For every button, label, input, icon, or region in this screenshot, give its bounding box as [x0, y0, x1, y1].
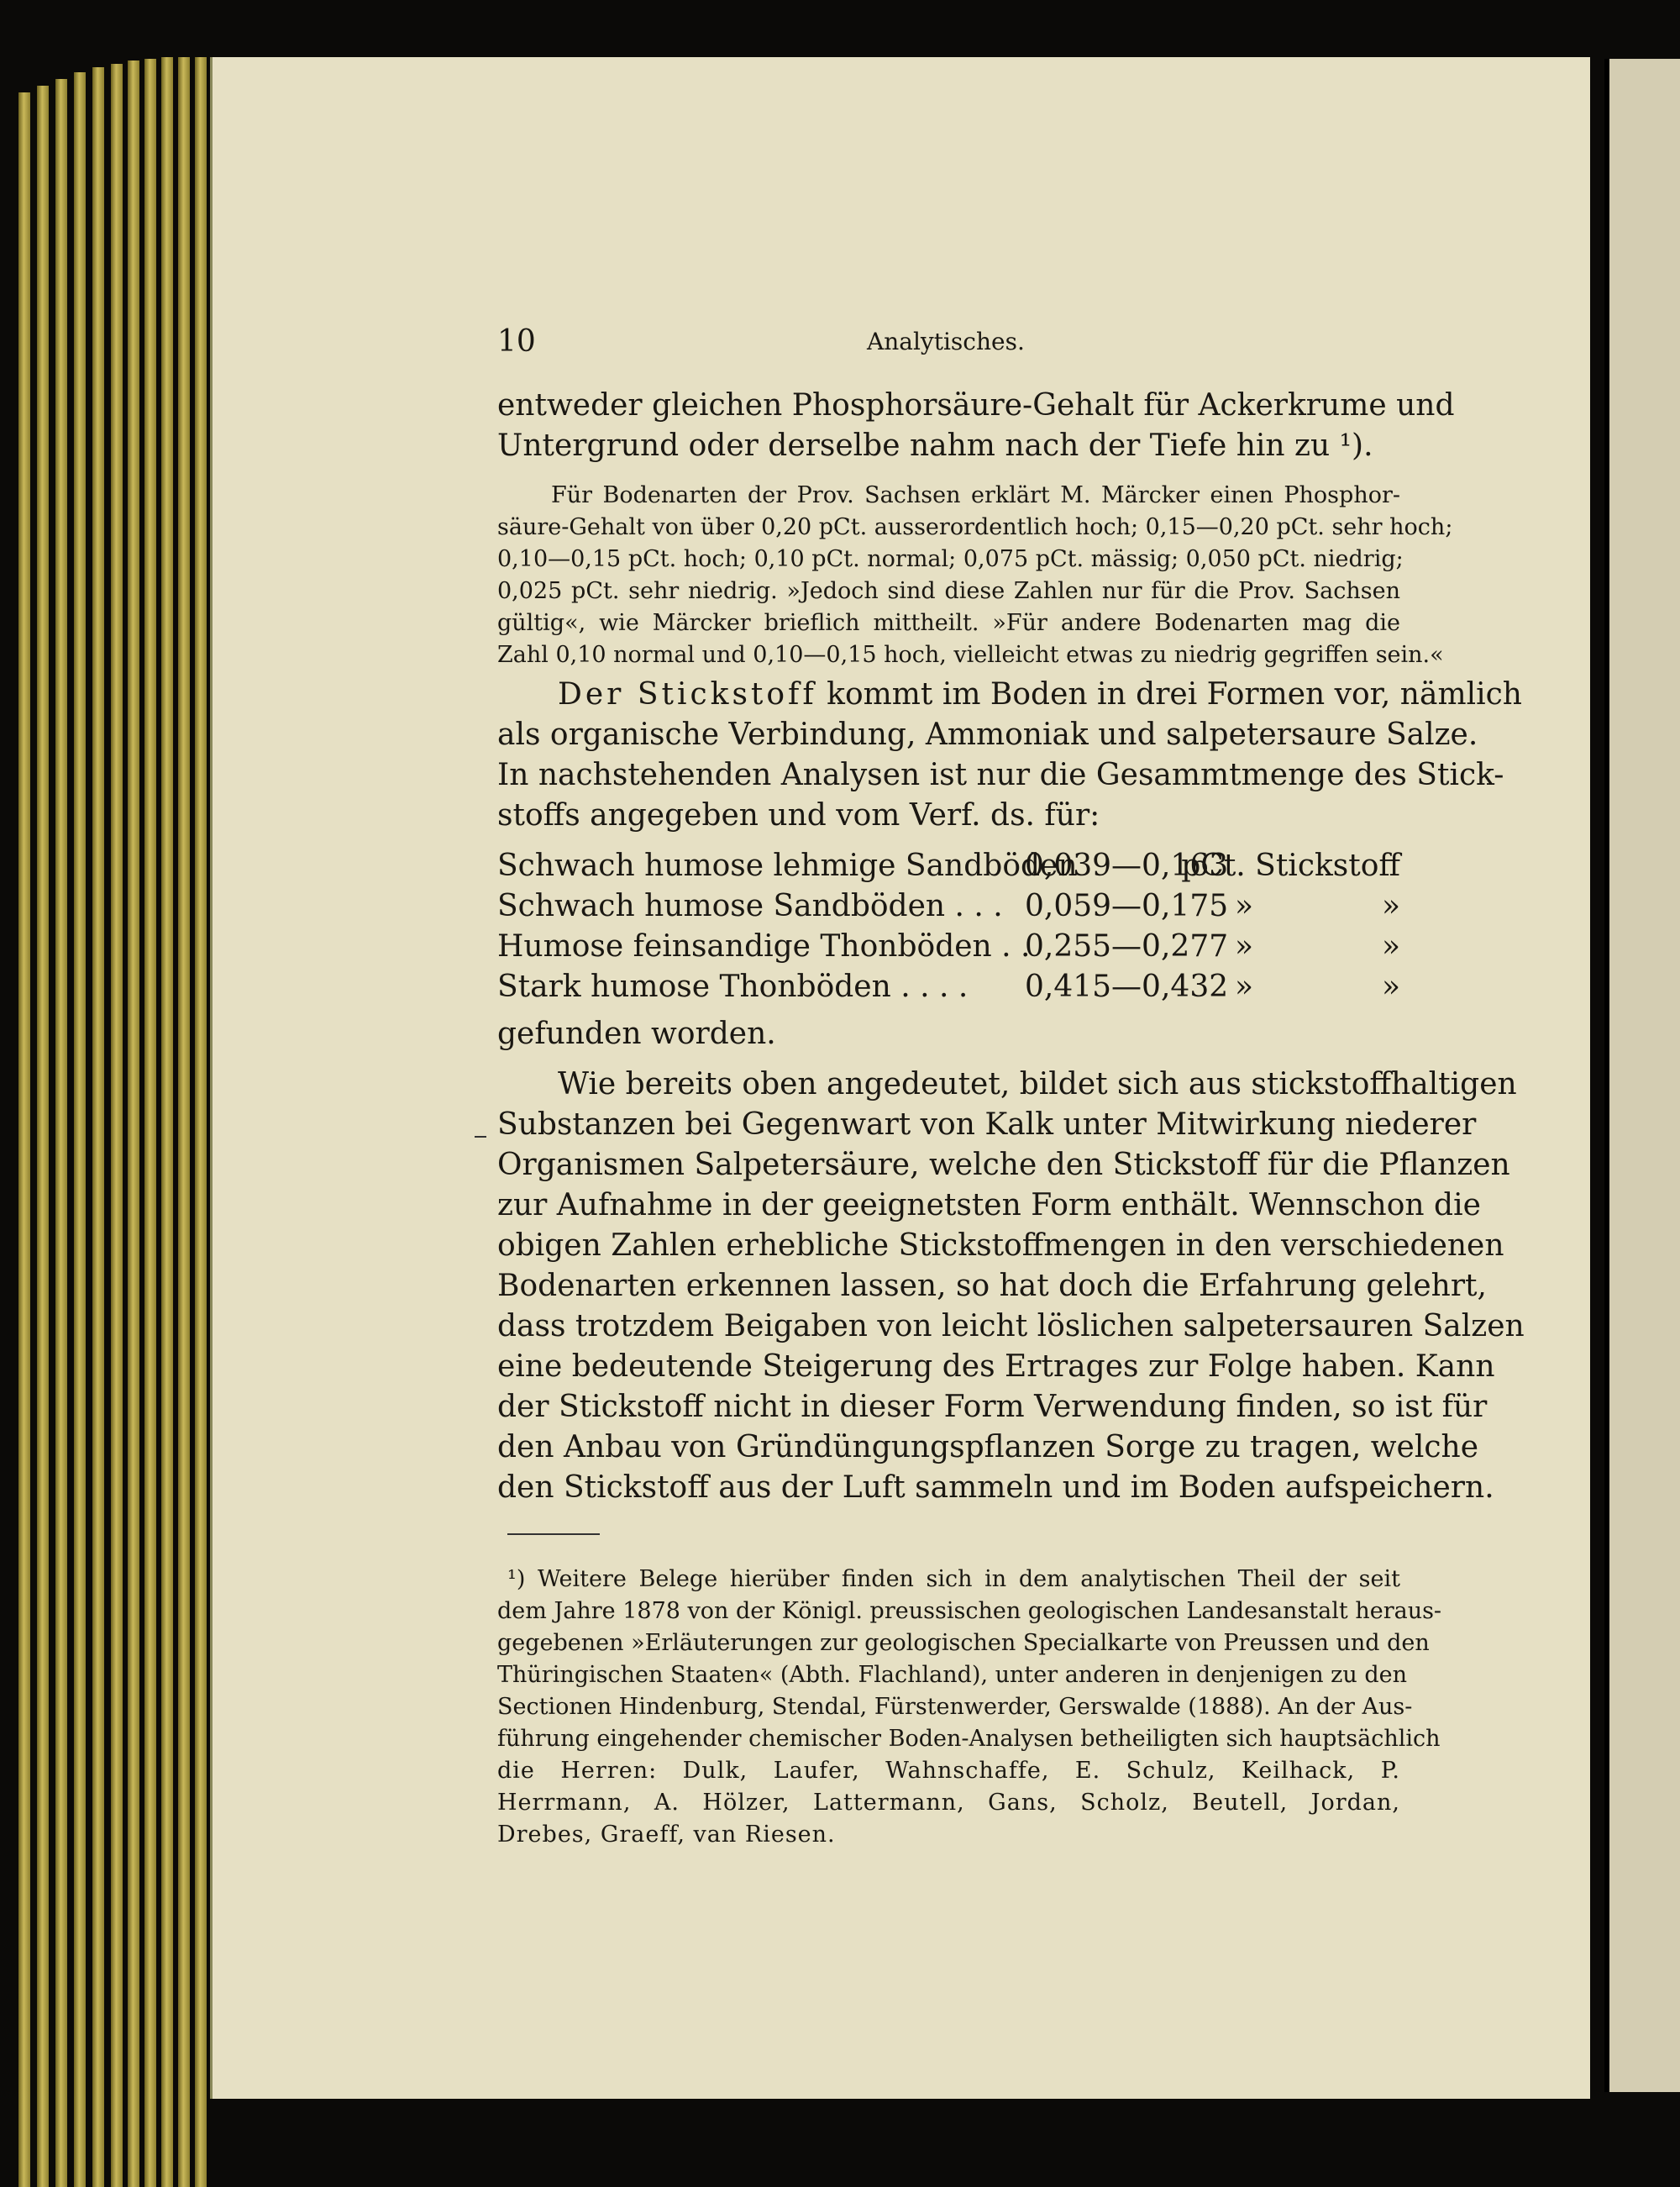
page-leaf	[195, 57, 207, 2187]
body-line: obigen Zahlen erhebliche Stickstoffmengen in den verschiedenen	[497, 1228, 1504, 1263]
ditto-mark: »	[1381, 889, 1400, 923]
body-line: In nachstehenden Analysen ist nur die Gesammtmenge des Stick-	[497, 758, 1504, 792]
nitrogen-range: 0,059—0,175	[1025, 889, 1229, 923]
page-header	[497, 324, 1400, 363]
running-head: Analytisches.	[867, 328, 1025, 355]
footnote-line: gegebenen »Erläuterungen zur geologischen Specialkarte von Preussen und den	[497, 1630, 1430, 1656]
small-note-line: 0,10—0,15 pCt. hoch; 0,10 pCt. normal; 0,075 pCt. mässig; 0,050 pCt. niedrig;	[497, 546, 1404, 572]
page-leaf	[37, 86, 49, 2187]
ditto-mark: »	[1381, 970, 1400, 1004]
soil-type: Humose feinsandige Thonböden . .	[497, 929, 1031, 964]
page-number: 10	[497, 324, 536, 359]
small-note-line: säure-Gehalt von über 0,20 pCt. ausserordentlich hoch; 0,15—0,20 pCt. sehr hoch;	[497, 514, 1453, 540]
page-leaf	[74, 72, 86, 2187]
book-page-edges	[0, 0, 244, 2187]
body-line: Bodenarten erkennen lassen, so hat doch die Erfahrung gelehrt,	[497, 1269, 1487, 1303]
page-leaf	[144, 59, 156, 2187]
footnote-line: Sectionen Hindenburg, Stendal, Fürstenwerder, Gerswalde (1888). An der Aus-	[497, 1694, 1413, 1720]
page-leaf	[55, 79, 67, 2187]
page-leaf	[178, 57, 190, 2187]
footnote-line: die Herren: Dulk, Laufer, Wahnschaffe, E. Schulz, Keilhack, P.	[497, 1758, 1400, 1784]
body-line: dass trotzdem Beigaben von leicht löslichen salpetersauren Salzen	[497, 1309, 1525, 1343]
small-note-line: Zahl 0,10 normal und 0,10—0,15 hoch, vielleicht etwas zu niedrig gegriffen sein.«	[497, 642, 1444, 668]
nitrogen-range: 0,255—0,277	[1025, 929, 1229, 964]
spaced-term: Der Stickstoff	[558, 677, 817, 712]
body-line: gefunden worden.	[497, 1017, 776, 1051]
soil-type: Schwach humose lehmige Sandböden	[497, 849, 1078, 883]
body-line: Organismen Salpetersäure, welche den Stickstoff für die Pflanzen	[497, 1148, 1510, 1182]
footnote-line: Thüringischen Staaten« (Abth. Flachland), unter anderen in denjenigen zu den	[497, 1662, 1408, 1688]
ditto-mark: »	[1381, 929, 1400, 964]
body-line: zur Aufnahme in der geeignetsten Form enthält. Wennschon die	[497, 1188, 1481, 1222]
body-line: entweder gleichen Phosphorsäure-Gehalt für Ackerkrume und	[497, 388, 1455, 423]
page-leaf	[111, 64, 123, 2187]
body-line: Wie bereits oben angedeutet, bildet sich aus stickstoffhaltigen	[558, 1067, 1517, 1101]
body-line: Substanzen bei Gegenwart von Kalk unter Mitwirkung niederer	[497, 1107, 1477, 1142]
ditto-mark: »	[1235, 889, 1254, 923]
nitrogen-range: 0,415—0,432	[1025, 970, 1229, 1004]
body-line: als organische Verbindung, Ammoniak und salpetersaure Salze.	[497, 718, 1478, 752]
small-note-line: 0,025 pCt. sehr niedrig. »Jedoch sind diese Zahlen nur für die Prov. Sachsen	[497, 578, 1400, 604]
page-leaf	[128, 60, 139, 2187]
soil-type: Stark humose Thonböden . . . .	[497, 970, 969, 1004]
body-line: stoffs angegeben und vom Verf. ds. für:	[497, 798, 1100, 833]
small-note-line: gültig«, wie Märcker brieflich mittheilt. »Für andere Bodenarten mag die	[497, 610, 1400, 636]
body-line: Untergrund oder derselbe nahm nach der Tiefe hin zu ¹).	[497, 428, 1373, 463]
soil-type: Schwach humose Sandböden . . .	[497, 889, 1003, 923]
footnote-line: führung eingehender chemischer Boden-Analysen betheiligten sich hauptsächlich	[497, 1726, 1441, 1752]
footnote-line: ¹) Weitere Belege hierüber finden sich in dem analytischen Theil der seit	[507, 1566, 1400, 1592]
footnote-line: Drebes, Graeff, van Riesen.	[497, 1822, 836, 1848]
footnote-line: dem Jahre 1878 von der Königl. preussischen geologischen Landesanstalt heraus-	[497, 1598, 1442, 1624]
ditto-mark: »	[1235, 970, 1254, 1004]
next-page-edge	[1604, 59, 1680, 2092]
table-row	[497, 970, 1400, 1008]
body-line: eine bedeutende Steigerung des Ertrages zur Folge haben. Kann	[497, 1349, 1495, 1384]
body-line: den Anbau von Gründüngungspflanzen Sorge zu tragen, welche	[497, 1430, 1479, 1464]
table-row	[497, 889, 1400, 928]
page-leaf	[92, 67, 104, 2187]
body-text: kommt im Boden in drei Formen vor, nämlich	[816, 677, 1522, 712]
footnote-line: Herrmann, A. Hölzer, Lattermann, Gans, Scholz, Beutell, Jordan,	[497, 1790, 1400, 1816]
margin-mark	[475, 1136, 486, 1138]
page-leaf	[161, 57, 173, 2187]
table-row	[497, 849, 1400, 887]
small-note-line: Für Bodenarten der Prov. Sachsen erklärt M. Märcker einen Phosphor-	[551, 482, 1400, 508]
ditto-mark: »	[1235, 929, 1254, 964]
body-line: der Stickstoff nicht in dieser Form Verwendung finden, so ist für	[497, 1390, 1488, 1424]
table-row	[497, 929, 1400, 968]
page-leaf	[18, 92, 30, 2187]
nitrogen-range: 0,039—0,163	[1025, 849, 1229, 883]
body-line: den Stickstoff aus der Luft sammeln und im Boden aufspeichern.	[497, 1470, 1494, 1505]
body-line	[497, 677, 1522, 712]
unit-label: pCt. Stickstoff	[1181, 849, 1400, 883]
footnote-rule	[507, 1533, 600, 1535]
